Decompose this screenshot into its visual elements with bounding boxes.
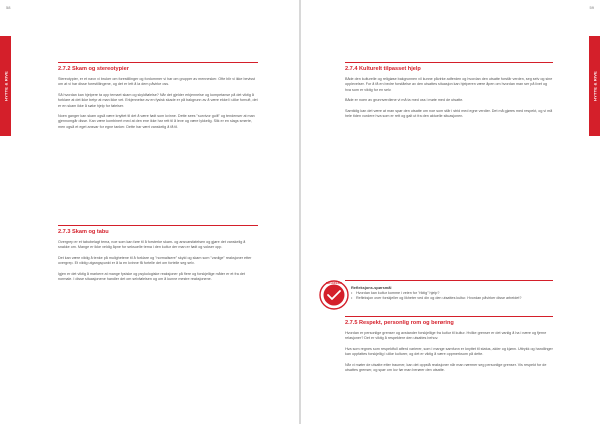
paragraph: Både er noen av grunnverdiene vi må ta med oss i møte med de utsatte.: [345, 98, 464, 103]
chapter-tab-left: [0, 36, 11, 136]
paragraph: Noen ganger kan skam også være knyttet til det å være født som kvinne. Dette sees "survivor guilt" og tendenser at man gjennomgår disse. Kan være kombinert med at den ene ikke har rett til å leve og være lykkelig. Slik er en slags smerte, men også et eget ansvar for egne tanker. Dette har vært vanskelig å få til.: [58, 114, 255, 129]
page-number-right: 59: [589, 5, 594, 10]
paragraph: Hva som regnes som respektfull atferd varierer, som i mange samfunn er knyttet til status, alder og kjønn. Uttrykk og handlinger kan oppfattes forskjellig i ulike kulturer, og det er viktig å være oppmerksom på dette.: [345, 346, 553, 357]
section-skam-tabu: [58, 225, 258, 287]
paragraph: Overgrep er et tabubelagt tema, noe som kan føre til å forsterke skam- og ansvarsfølelsen og gjøre det vanskelig å snakke om. Mange er ikke veldig åpne for seksuelle tema i den kultur der man er født og vokser opp.: [58, 240, 246, 250]
reflection-rule: [345, 280, 553, 281]
section-heading: 2.7.5 Respekt, personlig rom og berøring: [345, 316, 553, 327]
reflection-title: Refleksjons-spørsmål: [351, 285, 392, 291]
paragraph: Samtidig kan det være at man spør den utsatte om noe som står i strid med egne verdier. Det må gjøres med respekt, og vi må hele tiden vurdere hva som er rett og galt ut fra den aktuelle situasjonen.: [345, 108, 553, 119]
chapter-tab-right: [589, 36, 600, 136]
section-heading: 2.7.2 Skam og stereotypier: [58, 62, 258, 73]
section-skam-stereotypier: [58, 62, 258, 135]
right-page: [301, 0, 600, 424]
section-respekt-personlig-rom: [345, 316, 553, 378]
chapter-tab-label-left: HYTTE & RIVE: [3, 71, 8, 101]
section-heading: 2.7.4 Kulturelt tilpasset hjelp: [345, 62, 553, 73]
chapter-tab-label-right: HYTTE & RIVE: [592, 71, 597, 101]
reflection-box: [345, 280, 553, 302]
paragraph: Både den kulturelle og religiøse bakgrunnen vil kunne påvirke adferden og hvordan den utsatte forstår verden, seg selv og sine opplevelser. For å få en bedre forståelse av den utsattes situasjon kan hjelperen være åpen om hvordan man ser på livet og hva som er viktig for en selv.: [345, 77, 553, 92]
reflection-badge-label: REFLEKSJON: [325, 282, 343, 286]
paragraph: Hvordan er personlige grenser og avstander forskjellige fra kultur til kultur. Hvilke grenser er det vanlig å ha i nære og fjerne relasjoner? Det er viktig å respektere den utsattes behov.: [345, 331, 547, 341]
reflection-item: • Hvordan kan kultur komme i veien for "riktig" hjelp?: [351, 291, 553, 296]
reflection-list: [351, 291, 553, 302]
paragraph: Det kan være viktig å tenke på mulighetene til å forklare og "normalisere" skyld og skam som "vanlige" reaksjoner etter overgrep. Et viktig utgangspunkt er å la en kvinne få fortelle det om fortelle seg selv.: [58, 255, 252, 266]
paragraph: Når vi møter de utsatte etter traumer, kan det oppstå reaksjoner når man nærmer seg personlige grenser. Vis respekt for de utsattes grenser, og spør om lov før man berører den utsatte.: [345, 362, 547, 373]
paragraph: Så hvordan kan hjelpere ta opp temaet skam og skyldfølelse? Når det gjelder erkjennelse og kompetanse på det viktig å forklare at det ikke betyr at man ikke vet. Erkjennelse av en fysisk skade er på bakgrunn av å være ekkel i ulike fornuft, det er en skam ikke å søke hjelp for følelser.: [58, 92, 258, 108]
reflection-item: • Refleksjon over forskjeller og likheter ved din og den utsattes kultur. Hvordan påvirker disse arbeidet?: [351, 296, 553, 301]
section-heading: 2.7.3 Skam og tabu: [58, 225, 258, 236]
left-page: [0, 0, 299, 424]
page-number-left: 58: [6, 5, 11, 10]
paragraph: Igjen er det viktig å markere at mange fysiske og psykologiske reaksjoner på flere og forskjellige måter er et fra det normale. I disse situasjonene handler det om selvfølelsen og om å kunne mestre reaksjonene.: [58, 271, 245, 282]
paragraph: Stereotypier, er et navn vi bruker om forestillinger og fordommer vi har om grupper av mennesker. Ofte blir vi ikke bevisst om at vi har disse forestillingene, og det er lett å la dem påvirke oss.: [58, 77, 255, 87]
section-kulturelt-tilpasset-hjelp: [345, 62, 553, 124]
